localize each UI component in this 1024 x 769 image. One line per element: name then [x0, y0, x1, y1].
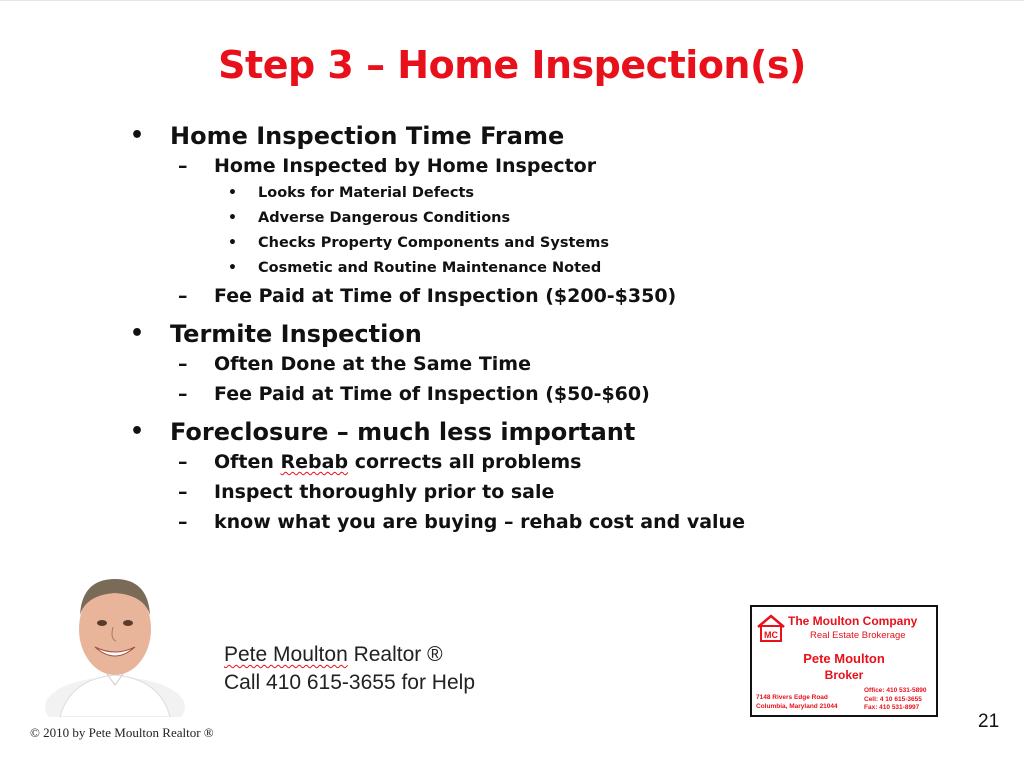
agent-photo [40, 567, 190, 717]
agent-title: Realtor ® [347, 643, 443, 666]
card-address-line: Columbia, Maryland 21044 [756, 703, 838, 710]
sub-bullet-text: Fee Paid at Time of Inspection ($50-$60) [214, 383, 650, 405]
bullet-dot: • [228, 235, 237, 251]
dash-bullet: – [178, 155, 188, 177]
sub-bullet [130, 507, 950, 537]
card-fax: Fax: 410 531-8997 [864, 704, 920, 711]
sub-bullet [130, 281, 950, 311]
sub-bullet-text: know what you are buying – rehab cost and value [214, 511, 745, 533]
sub-sub-bullet [130, 181, 950, 206]
bullet-dot: • [228, 210, 237, 226]
card-address-line: 7148 Rivers Edge Road [756, 694, 828, 701]
bullet-text: Foreclosure – much less important [170, 418, 636, 446]
sub-bullet [130, 477, 950, 507]
sub-bullet-text: Inspect thoroughly prior to sale [214, 481, 555, 503]
bullet-dot: • [228, 185, 237, 201]
bullet-dot: • [228, 260, 237, 276]
dash-bullet: – [178, 481, 188, 503]
sub-sub-bullet [130, 231, 950, 256]
bullet-home-inspection-time-frame [130, 121, 950, 151]
bullet-termite-inspection [130, 319, 950, 349]
card-name: Pete Moulton [803, 651, 885, 666]
card-address [756, 693, 838, 711]
card-office: Office: 410 531-5890 [864, 687, 927, 694]
sub-sub-bullet [130, 206, 950, 231]
company-logo-icon [756, 613, 786, 643]
card-company: The Moulton Company [788, 614, 918, 628]
agent-call: Call 410 615-3655 for Help [224, 671, 475, 694]
sub-bullet [130, 379, 950, 409]
agent-info [224, 641, 475, 697]
copyright: © 2010 by Pete Moulton Realtor ® [30, 725, 214, 740]
slide-title: Step 3 – Home Inspection(s) [218, 43, 806, 87]
sub-bullet-text-post: corrects all problems [348, 451, 582, 473]
dash-bullet: – [178, 451, 188, 473]
sub-sub-bullet [130, 256, 950, 281]
card-subtitle: Real Estate Brokerage [810, 630, 906, 641]
sub-bullet-text: Fee Paid at Time of Inspection ($200-$350) [214, 285, 677, 307]
bullet-foreclosure [130, 417, 950, 447]
sub-sub-bullet-text: Looks for Material Defects [258, 185, 475, 201]
logo-text: MC [764, 630, 778, 640]
sub-sub-bullet-text: Adverse Dangerous Conditions [258, 210, 511, 226]
sub-bullet-text: Home Inspected by Home Inspector [214, 155, 597, 177]
bullet-text: Termite Inspection [170, 320, 422, 348]
sub-sub-bullet-text: Checks Property Components and Systems [258, 235, 609, 251]
dash-bullet: – [178, 383, 188, 405]
sub-sub-bullet-text: Cosmetic and Routine Maintenance Noted [258, 260, 602, 276]
business-card [750, 605, 938, 717]
dash-bullet: – [178, 285, 188, 307]
misspelled-word: Rebab [280, 451, 349, 473]
bullet-list [130, 119, 950, 537]
bullet-dot: • [130, 123, 145, 148]
sub-bullet [130, 151, 950, 181]
dash-bullet: – [178, 511, 188, 533]
bullet-dot: • [130, 419, 145, 444]
page-number: 21 [978, 711, 1000, 732]
card-phones [864, 687, 927, 713]
sub-bullet-text-pre: Often [214, 451, 281, 473]
sub-bullet [130, 349, 950, 379]
card-cell: Cell: 4 10 615-3655 [864, 695, 922, 703]
bullet-dot: • [130, 321, 145, 346]
bullet-text: Home Inspection Time Frame [170, 122, 565, 150]
card-role: Broker [824, 668, 864, 682]
sub-bullet [130, 447, 950, 477]
sub-bullet-text: Often Done at the Same Time [214, 353, 531, 375]
agent-name: Pete Moulton [224, 643, 348, 666]
dash-bullet: – [178, 353, 188, 375]
